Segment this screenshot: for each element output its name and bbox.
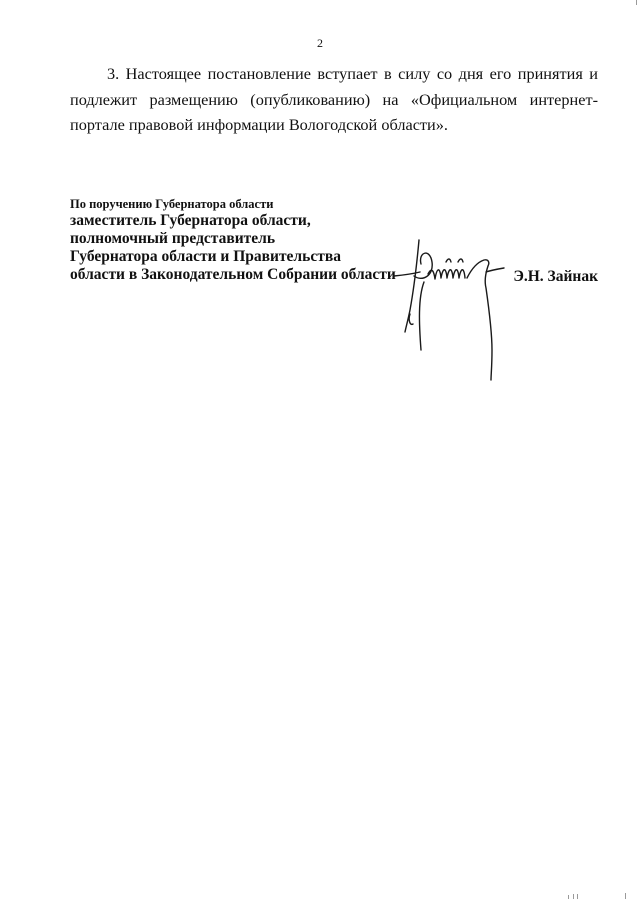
clause-3-paragraph: 3. Настоящее постановление вступает в силу со дня его принятия и подлежит размещению (опубликованию) на «Официальном интернет-портале правовой информации Вологодской области». (70, 64, 598, 134)
handwritten-signature (388, 232, 518, 384)
signer-name: Э.Н. Зайнак (513, 268, 598, 285)
signer-title-line-4: области в Законодательном Собрании области (70, 266, 396, 283)
signer-title-line-3: Губернатора области и Правительства (70, 248, 341, 265)
scan-artifact-bottom (573, 894, 574, 899)
page-number: 2 (317, 36, 323, 50)
scan-artifact-top (636, 0, 637, 5)
signature-block (70, 196, 396, 284)
signer-title-line-1: заместитель Губернатора области, (70, 212, 311, 229)
scan-artifact-bottom (577, 894, 578, 899)
signature-lead-line: По поручению Губернатора области (70, 197, 274, 211)
signer-title-line-2: полномочный представитель (70, 230, 276, 247)
scan-artifact-bottom (625, 893, 626, 899)
scan-artifact-bottom (568, 895, 569, 899)
